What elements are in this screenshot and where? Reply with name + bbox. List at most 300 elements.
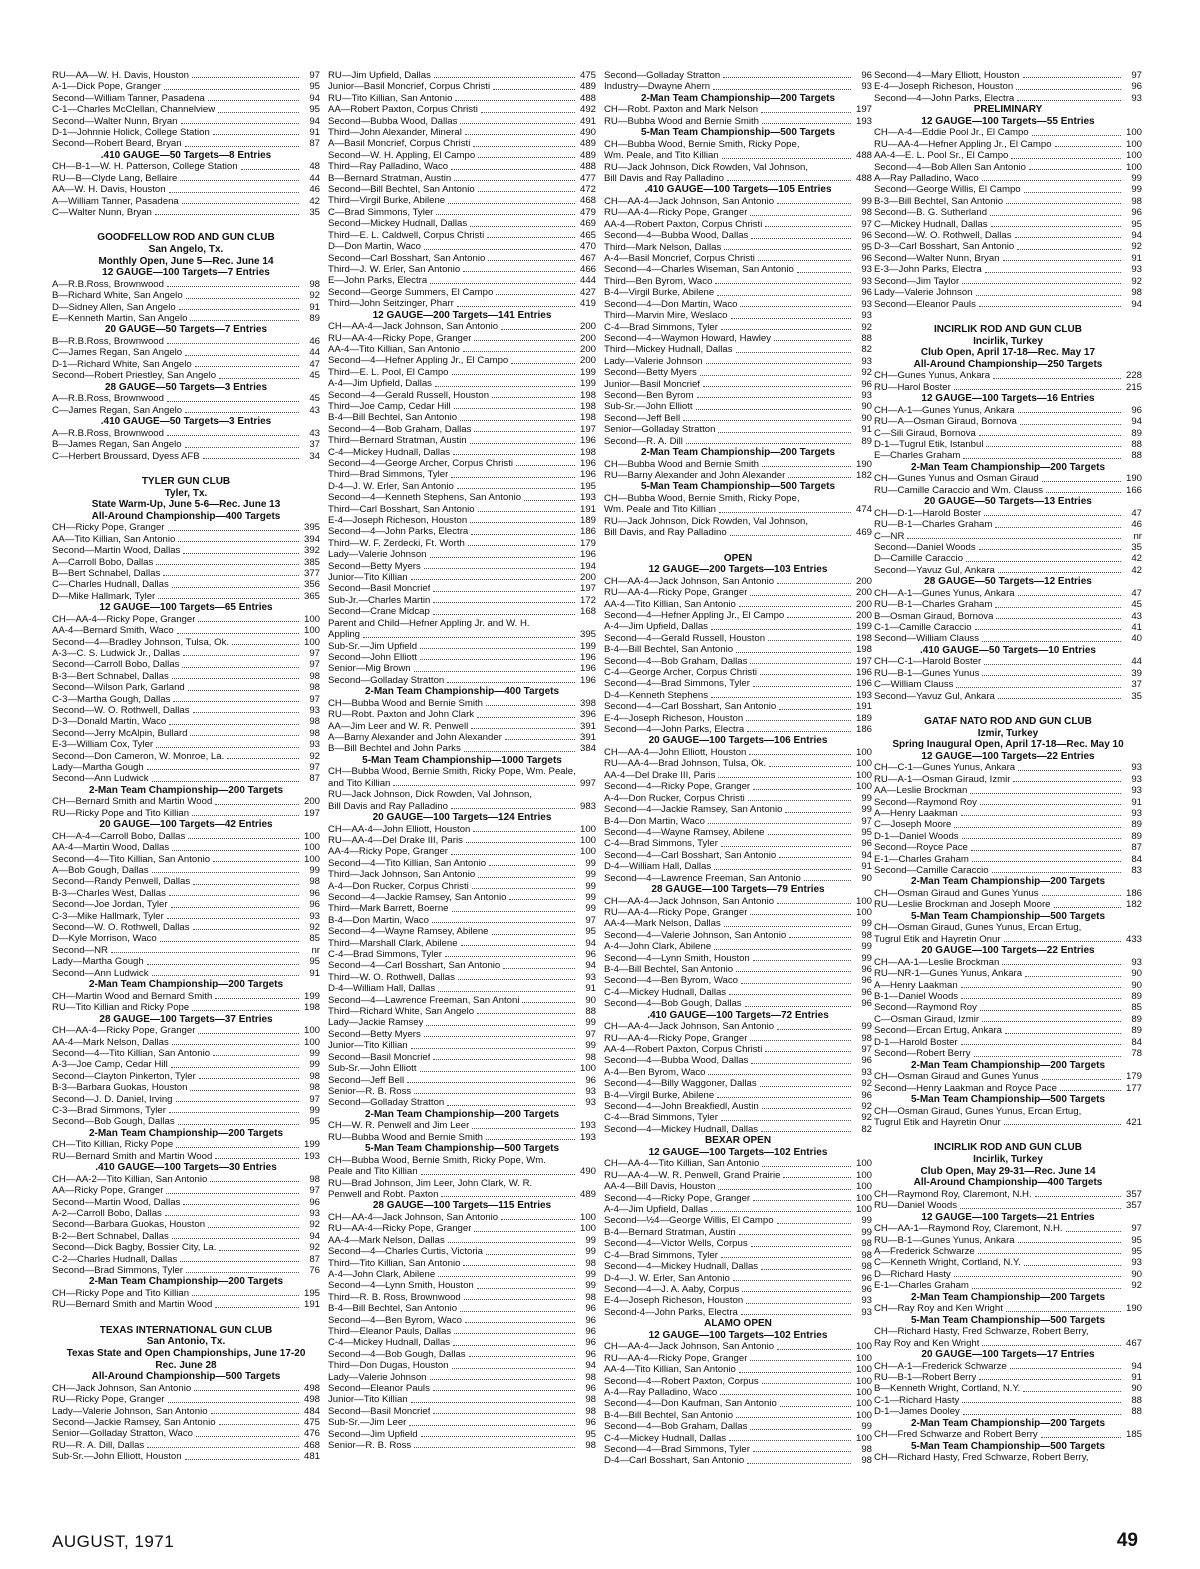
result-row	[52, 625, 320, 636]
result-score: 99	[585, 1280, 596, 1292]
result-row	[604, 827, 872, 838]
result-name: Second—Basil Moncrief	[328, 583, 431, 595]
result-name: CH—B-1—W. H. Patterson, College Station	[52, 161, 238, 173]
result-name: A-3—Joe Camp, Cedar Hill	[52, 1059, 168, 1071]
result-name: Second—Robert Priestley, San Angelo	[52, 370, 217, 382]
result-name: Second—4—Billy Waggoner, Dallas	[604, 1078, 757, 1090]
result-row	[874, 599, 1142, 610]
result-score: 91	[1131, 1371, 1142, 1383]
result-name: CH—Richard Hasty, Fred Schwarze, Robert Berry,	[874, 1452, 1089, 1464]
result-row	[328, 629, 596, 640]
dot-leader	[516, 465, 575, 466]
dot-leader	[961, 1044, 1121, 1045]
result-score: 89	[1131, 427, 1142, 439]
dot-leader	[765, 1051, 851, 1052]
result-name: CH—Bernard Smith and Martin Wood	[52, 796, 213, 808]
result-row	[604, 1238, 872, 1249]
dot-leader	[739, 606, 851, 607]
dot-leader	[474, 431, 575, 432]
result-score: 93	[1131, 1257, 1142, 1269]
dot-leader	[1055, 146, 1121, 147]
result-name: AA-4—Bernard Smith, Waco	[52, 625, 174, 637]
result-row	[874, 207, 1142, 218]
result-name: Second—Basil Moncrief	[328, 1051, 431, 1063]
dot-leader	[192, 1295, 299, 1296]
result-row	[604, 690, 872, 701]
result-name: AA-4—Mark Nelson, Dallas	[52, 1036, 169, 1048]
result-score: 100	[855, 1204, 872, 1216]
result-row	[874, 934, 1142, 945]
dot-leader	[779, 709, 851, 710]
result-name: Second—Jerry McAlpin, Bullard	[52, 727, 188, 739]
section-spacer	[52, 1311, 320, 1325]
result-row	[52, 1002, 320, 1013]
dot-leader	[215, 998, 299, 999]
result-score: 93	[309, 910, 320, 922]
result-name: E—Charles Graham	[874, 450, 961, 462]
dot-leader	[683, 420, 851, 421]
result-row	[604, 1410, 872, 1421]
dot-leader	[461, 945, 575, 946]
result-score: 98	[309, 1070, 320, 1082]
result-score: 87	[1131, 842, 1142, 854]
result-row	[604, 1444, 872, 1455]
result-row	[874, 93, 1142, 104]
result-name: D-4—Kenneth Stephens	[604, 689, 708, 701]
result-name: Third—Don Dugas, Houston	[328, 1360, 449, 1372]
result-score: 433	[1125, 933, 1142, 945]
dot-leader	[995, 527, 1121, 528]
result-name: B—Richard White, San Angelo	[52, 290, 183, 302]
section-heading: Monthly Open, June 5—Rec. June 14	[98, 255, 274, 267]
result-score: 90	[1131, 1383, 1142, 1395]
result-row	[604, 139, 872, 150]
result-name: Second—4—Charles Wiseman, San Antonio	[604, 264, 794, 276]
result-name: D-3—Donald Martin, Waco	[52, 716, 167, 728]
section-heading: All-Around Championship—400 Targets	[913, 1177, 1103, 1189]
dot-leader	[464, 1299, 575, 1300]
result-name: Second—4—Waymon Howard, Hawley	[604, 332, 772, 344]
result-score: 87	[309, 138, 320, 150]
result-row	[52, 637, 320, 648]
result-score: 92	[1131, 1280, 1142, 1292]
result-name: Second—Joe Jordan, Tyler	[52, 899, 168, 911]
dot-leader	[173, 701, 299, 702]
result-row	[874, 1200, 1142, 1211]
dot-leader	[152, 781, 299, 782]
result-name: B-4—Don Martin, Waco	[328, 914, 429, 926]
section-heading: 28 GAUGE—50 Targets—3 Entries	[104, 381, 268, 393]
dot-leader	[156, 564, 299, 565]
section-heading: 28 GAUGE—100 Targets—115 Entries	[372, 1200, 552, 1212]
result-name: Second—Jeff Bell	[604, 412, 681, 424]
result-score: 491	[579, 115, 596, 127]
result-row	[874, 370, 1142, 381]
result-score: 96	[585, 1417, 596, 1429]
section-heading: 20 GAUGE—100 Targets—17 Entries	[921, 1348, 1095, 1360]
result-score: 96	[1131, 207, 1142, 219]
result-row	[328, 960, 596, 971]
result-name: Lady—Valerie Johnson	[874, 287, 973, 299]
result-row	[604, 964, 872, 975]
result-row	[52, 831, 320, 842]
result-row	[328, 1017, 596, 1028]
dot-leader	[501, 1219, 575, 1220]
dot-leader	[731, 318, 851, 319]
dot-leader	[780, 1406, 851, 1407]
result-row	[52, 302, 320, 313]
section-heading: 2-Man Team Championship—200 Targets	[640, 446, 836, 458]
section-heading: .410 GAUGE—50 Targets—10 Entries	[920, 644, 1096, 656]
dot-leader	[1054, 907, 1121, 908]
section-heading: 2-Man Team Championship—200 Targets	[88, 979, 284, 991]
dot-leader	[746, 1303, 851, 1304]
dot-leader	[493, 89, 575, 90]
result-name: CH—Bubba Wood and Bernie Smith	[328, 697, 484, 709]
result-name: Sub-Jr.—Charles Martin	[328, 594, 431, 606]
result-name: B-3—Barbara Guokas, Houston	[52, 1082, 188, 1094]
result-row	[604, 1353, 872, 1364]
dot-leader	[241, 169, 299, 170]
section-heading: 2-Man Team Championship—200 Targets	[364, 1108, 560, 1120]
result-row	[604, 162, 872, 173]
result-name: Second—4—Robert Paxton, Corpus	[604, 1375, 759, 1387]
dot-leader	[979, 549, 1121, 550]
result-name: RU—A-1—Osman Giraud, Izmir	[874, 773, 1011, 785]
result-row	[328, 732, 596, 743]
result-row	[874, 831, 1142, 842]
dot-leader	[188, 838, 299, 839]
result-name: Second—4—Valerie Johnson, San Antonio	[604, 929, 787, 941]
dot-leader	[492, 397, 575, 398]
section-heading: 2-Man Team Championship—200 Targets	[910, 876, 1106, 888]
result-score: 37	[309, 439, 320, 451]
result-row	[328, 253, 596, 264]
result-row	[604, 516, 872, 527]
result-score: 196	[579, 663, 596, 675]
result-name: Bill Davis and Ray Palladino	[604, 173, 724, 185]
result-name: Second—4—Gerald Russell, Houston	[328, 389, 490, 401]
dot-leader	[481, 112, 575, 113]
result-row	[328, 1246, 596, 1257]
section-heading: .410 GAUGE—100 Targets—105 Entries	[644, 184, 832, 196]
result-score: 200	[579, 355, 596, 367]
result-score: 97	[861, 815, 872, 827]
result-score: 98	[1131, 287, 1142, 299]
dot-leader	[426, 1025, 575, 1026]
result-name: Third—E. L. Caldwell, Corpus Christi	[328, 229, 485, 241]
section-heading: Incirlik, Turkey	[973, 1153, 1043, 1165]
result-row	[874, 656, 1142, 667]
result-row	[604, 242, 872, 253]
result-row	[604, 1307, 872, 1318]
result-score: 40	[1131, 633, 1142, 645]
result-name: CH—AA-4—Jack Johnson, San Antonio	[604, 196, 775, 208]
result-name: Second—4—Bob Gough, Dallas	[328, 1348, 466, 1360]
result-score: 100	[855, 1169, 872, 1181]
result-row	[52, 694, 320, 705]
result-row	[52, 1219, 320, 1230]
dot-leader	[457, 306, 575, 307]
result-score: 47	[309, 358, 320, 370]
dot-leader	[215, 1307, 299, 1308]
result-row	[52, 1254, 320, 1265]
result-score: 100	[855, 895, 872, 907]
result-name: CH—D-1—Harold Boster	[874, 507, 982, 519]
result-row	[604, 975, 872, 986]
dot-leader	[724, 926, 851, 927]
dot-leader	[411, 1048, 575, 1049]
result-row	[52, 1185, 320, 1196]
result-row	[874, 622, 1142, 633]
section-heading: TYLER GUN CLUB	[141, 475, 231, 487]
result-row	[328, 1155, 596, 1166]
dot-leader	[1023, 1391, 1121, 1392]
result-row	[328, 127, 596, 138]
result-name: Second—4—Gerald Russell, Houston	[604, 632, 766, 644]
result-name: RU—Jack Johnson, Dick Rowden, Val Johnson,	[328, 789, 533, 801]
dot-leader	[172, 1044, 299, 1045]
dot-leader	[463, 1265, 575, 1266]
result-row	[328, 1303, 596, 1314]
result-row	[604, 1421, 872, 1432]
result-score: 488	[855, 150, 872, 162]
dot-leader	[708, 1074, 851, 1075]
section-heading: ALAMO OPEN	[704, 1318, 772, 1330]
result-row	[874, 1429, 1142, 1440]
result-row	[52, 138, 320, 149]
result-name: Second—4—John Parks, Electra	[604, 724, 745, 736]
result-name: CH—A-1—Gunes Yunus, Ankara	[874, 404, 1015, 416]
result-row	[604, 436, 872, 447]
result-name: Second—Brad Simmons, Tyler	[52, 1265, 183, 1276]
result-score: 46	[309, 184, 320, 196]
dot-leader	[192, 1010, 299, 1011]
result-name: B-4—Bill Bechtel, San Antonio	[604, 1409, 734, 1421]
result-row	[52, 116, 320, 127]
result-name: Second—Ercan Ertug, Ankara	[874, 1025, 1002, 1037]
dot-leader	[218, 112, 299, 113]
result-row	[328, 1120, 596, 1131]
dot-leader	[203, 458, 299, 459]
result-score: 97	[309, 659, 320, 671]
result-name: D—Sidney Allen, San Angelo	[52, 301, 176, 313]
result-row	[328, 515, 596, 526]
result-name: Junior—Basil Moncrief	[604, 378, 700, 390]
section-heading: All-Around Championship—250 Targets	[913, 358, 1103, 370]
result-row	[874, 957, 1142, 968]
result-score: 177	[1125, 1082, 1142, 1094]
result-name: Second—4—Bob Graham, Dallas	[328, 423, 472, 435]
result-score: 88	[1131, 1394, 1142, 1406]
result-name: C—Herbert Broussard, Dyess AFB	[52, 450, 200, 462]
result-name: B-4—Bill Bechtel, San Antonio	[328, 1303, 458, 1315]
result-name: Second—4—Mary Elliott, Houston	[874, 70, 1020, 81]
result-score: 100	[303, 853, 320, 865]
result-score: 47	[1131, 587, 1142, 599]
result-score: 396	[579, 709, 596, 721]
result-score: 93	[1131, 808, 1142, 819]
dot-leader	[1042, 481, 1121, 482]
result-name: Second—John Elliott	[328, 651, 418, 663]
result-name: CH—Richard Hasty, Fred Schwarze, Robert Berry,	[874, 1326, 1089, 1338]
result-row	[604, 644, 872, 655]
result-score: 97	[1131, 70, 1142, 81]
result-row	[52, 842, 320, 853]
dot-leader	[474, 1231, 575, 1232]
result-row	[52, 648, 320, 659]
result-name: Second—Don Cameron, W. Monroe, La.	[52, 750, 225, 762]
result-row	[874, 230, 1142, 241]
section-heading: PRELIMINARY	[973, 104, 1043, 116]
result-name: CH—Ray Roy and Ken Wright	[874, 1303, 1003, 1315]
result-row	[604, 173, 872, 184]
result-row	[874, 865, 1142, 876]
dot-leader	[477, 1013, 575, 1014]
result-score: 94	[309, 115, 320, 127]
dot-leader	[1005, 1033, 1121, 1034]
dot-leader	[158, 598, 299, 599]
dot-leader	[980, 804, 1121, 805]
section-heading: OPEN	[723, 552, 753, 564]
result-score: 100	[855, 1352, 872, 1364]
result-row	[874, 276, 1142, 287]
dot-leader	[719, 512, 851, 513]
result-row	[328, 447, 596, 458]
result-row	[328, 504, 596, 515]
result-name: Third—J. W. Erler, San Antonio	[328, 263, 461, 275]
result-row	[328, 1429, 596, 1440]
dot-leader	[1041, 1437, 1121, 1438]
dot-leader	[478, 191, 575, 192]
dot-leader	[447, 1105, 575, 1106]
result-name: AA—Ricky Pope, Granger	[52, 1185, 164, 1197]
result-score: 100	[1125, 127, 1142, 139]
result-name: AA-4—Mark Nelson, Dallas	[328, 1234, 445, 1246]
result-name: B-4—Bill Bechtel, San Antonio	[604, 644, 734, 656]
dot-leader	[445, 956, 575, 957]
dot-leader	[438, 1276, 575, 1277]
result-score: 100	[855, 1341, 872, 1353]
result-name: Senior—Mig Brown	[328, 663, 411, 675]
dot-leader	[956, 687, 1121, 688]
dot-leader	[706, 363, 852, 364]
result-row	[328, 1280, 596, 1291]
result-name: Second—Ann Ludwick	[52, 773, 149, 785]
result-row	[52, 1417, 320, 1428]
result-row	[52, 1082, 320, 1093]
dot-leader	[714, 869, 851, 870]
dot-leader	[978, 1253, 1121, 1254]
result-name: Second—Bob Gough, Dallas	[52, 1116, 175, 1128]
result-score: 99	[585, 903, 596, 915]
result-score: 197	[579, 423, 596, 435]
dot-leader	[991, 226, 1121, 227]
section-heading: 28 GAUGE—100 Targets—37 Entries	[99, 1013, 273, 1025]
result-row	[328, 390, 596, 401]
result-score: 484	[303, 1405, 320, 1417]
dot-leader	[147, 964, 299, 965]
result-score: 95	[1131, 1234, 1142, 1246]
result-row	[604, 81, 872, 92]
dot-leader	[747, 1463, 851, 1464]
result-score: 99	[861, 804, 872, 816]
section-heading: 12 GAUGE—100 Targets—102 Entries	[648, 1146, 828, 1158]
result-score: 90	[861, 412, 872, 424]
result-score: 93	[861, 1295, 872, 1307]
result-row	[604, 379, 872, 390]
dot-leader	[432, 922, 575, 923]
dot-leader	[998, 698, 1121, 699]
result-row	[874, 1395, 1142, 1406]
result-name: Second—4—Bob Graham, Dallas	[604, 1421, 748, 1433]
result-score: 385	[303, 556, 320, 568]
dot-leader	[178, 541, 299, 542]
result-score: 100	[579, 823, 596, 835]
result-row	[328, 641, 596, 652]
dot-leader	[198, 1033, 299, 1034]
dot-leader	[722, 158, 851, 159]
dot-leader	[971, 850, 1121, 851]
result-score: 89	[861, 435, 872, 447]
dot-leader	[169, 1112, 299, 1113]
result-score: 479	[579, 206, 596, 218]
result-name: Lady—Valerie Johnson	[604, 355, 703, 367]
section-heading: 2-Man Team Championship—200 Targets	[910, 461, 1106, 473]
result-row	[604, 390, 872, 401]
result-row	[604, 1364, 872, 1375]
result-name: Third—Ray Palladino, Waco	[328, 161, 449, 173]
result-name: Second—4—Lawrence Freeman, San Antonio	[604, 872, 801, 884]
result-row	[328, 458, 596, 469]
result-name: RU—AA-4—Ricky Pope, Granger	[604, 587, 748, 599]
result-row	[604, 1044, 872, 1055]
result-name: A—Barny Alexander and John Alexander	[328, 731, 502, 743]
result-name: Third—John Seitzinger, Pharr	[328, 298, 454, 310]
result-row	[328, 721, 596, 732]
result-score: 469	[579, 218, 596, 230]
dot-leader	[729, 994, 851, 995]
dot-leader	[1006, 1311, 1121, 1312]
result-row	[328, 218, 596, 229]
result-row	[874, 264, 1142, 275]
dot-leader	[196, 1436, 299, 1437]
dot-leader	[452, 1368, 575, 1369]
result-row	[328, 1075, 596, 1086]
dot-leader	[751, 1246, 851, 1247]
result-name: A-4—Jim Upfield, Dallas	[328, 378, 432, 390]
dot-leader	[761, 1131, 851, 1132]
result-name: Senior—R. B. Ross	[328, 1085, 412, 1097]
dot-leader	[986, 446, 1121, 447]
result-score: 196	[855, 678, 872, 690]
result-name: Lady—Valerie Johnson, San Antonio	[52, 1405, 208, 1417]
result-name: Second—Royce Pace	[874, 842, 968, 854]
result-name: Bill Davis and Ray Palladino	[328, 800, 448, 812]
result-score: 96	[861, 1089, 872, 1101]
result-row	[874, 253, 1142, 264]
result-row	[604, 816, 872, 827]
dot-leader	[962, 1402, 1121, 1403]
result-name: Second—Martin Wood, Dallas	[52, 545, 181, 557]
dot-leader	[457, 488, 575, 489]
result-score: 92	[861, 1112, 872, 1124]
result-row	[52, 659, 320, 670]
result-score: 93	[861, 298, 872, 310]
dot-leader	[785, 812, 851, 813]
result-row	[52, 279, 320, 290]
result-name: Second—Robert Berry	[874, 1048, 971, 1060]
